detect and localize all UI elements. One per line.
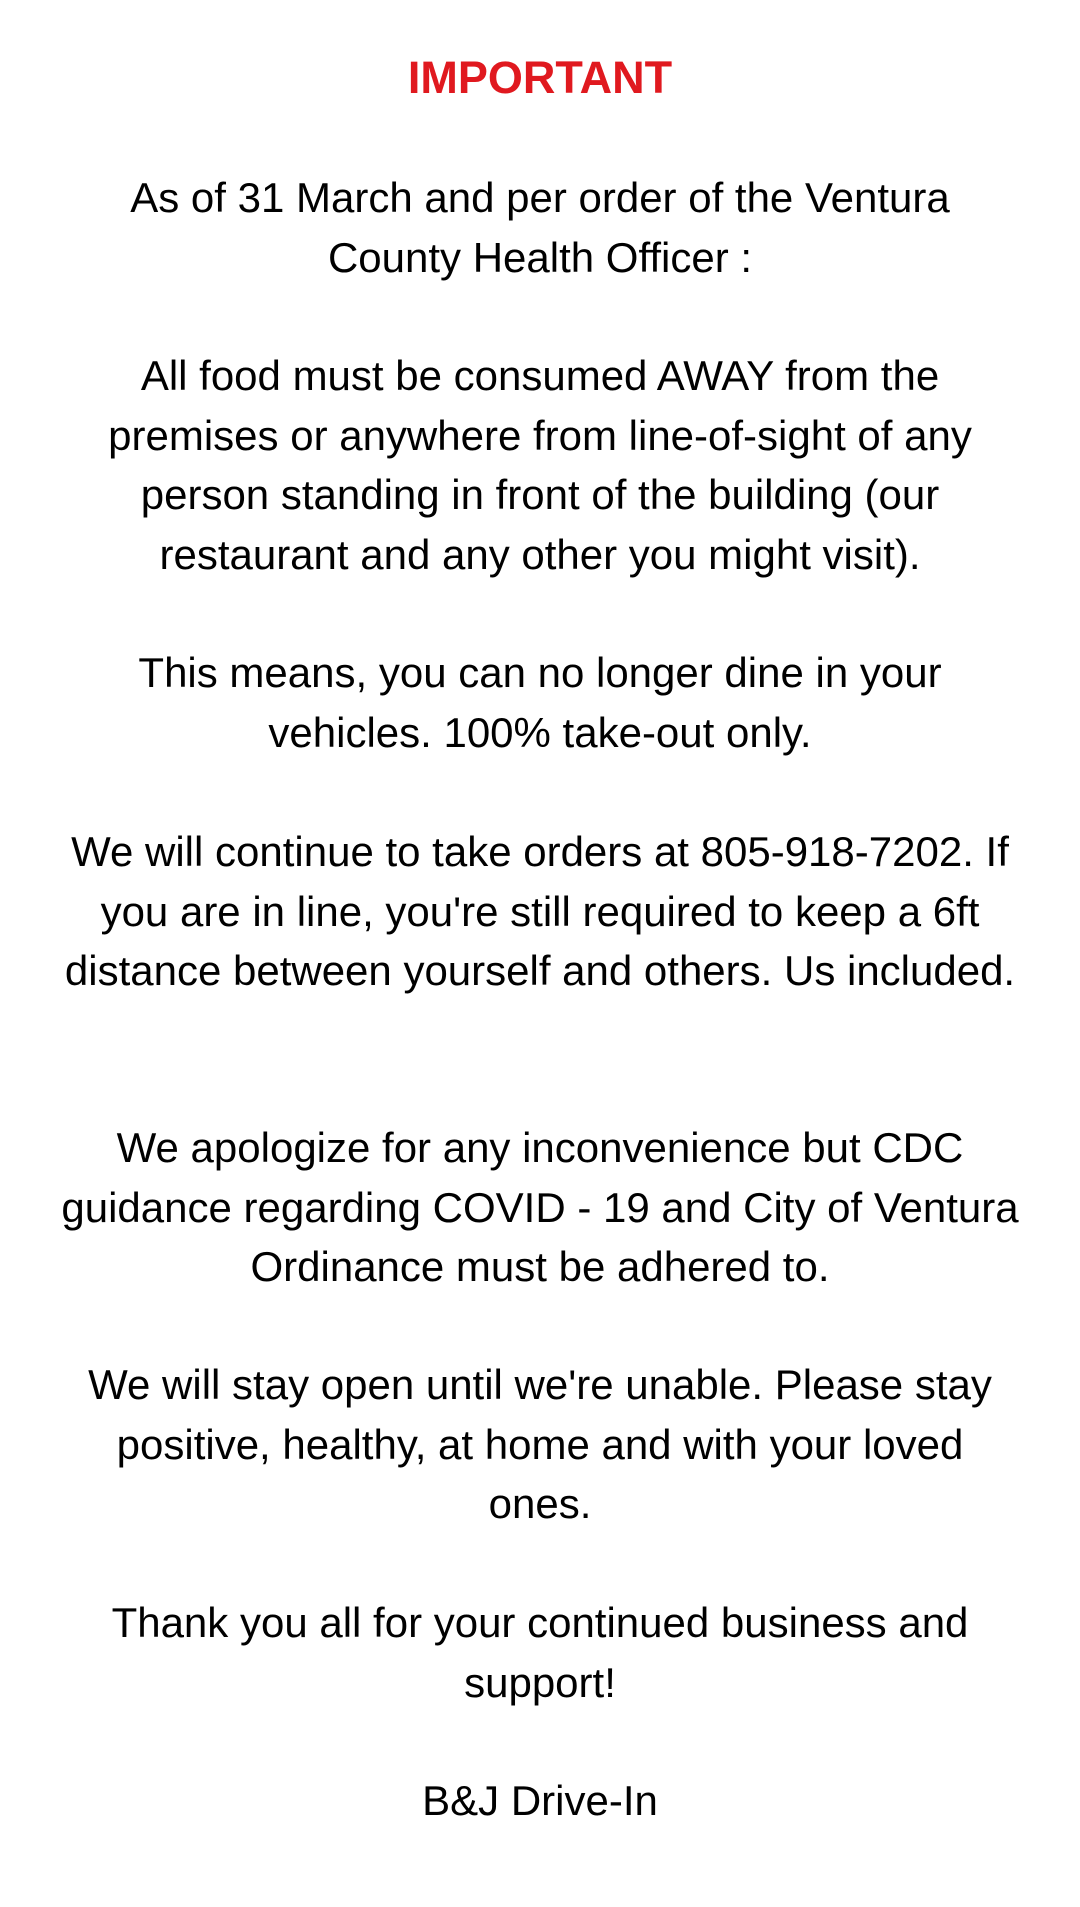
ordering-distance-notice: We will continue to take orders at 805-918-7202. If you are in line, you're still required to keep a 6ft distance between yourself and others. Us included. — [64, 828, 1016, 994]
thank-you-notice: Thank you all for your continued business and support! — [111, 1599, 969, 1706]
apology-notice: We apologize for any inconvenience but CDC guidance regarding COVID - 19 and City of Ventura Ordinance must be adhered to. — [61, 1124, 1019, 1290]
business-signature: B&J Drive-In — [422, 1777, 658, 1824]
take-out-only-notice: This means, you can no longer dine in your vehicles. 100% take-out only. — [138, 649, 942, 756]
health-order-intro: As of 31 March and per order of the Ventura County Health Officer : — [130, 174, 950, 281]
notice-title: IMPORTANT — [407, 52, 673, 103]
stay-open-notice: We will stay open until we're unable. Please stay positive, healthy, at home and with your loved ones. — [88, 1361, 992, 1527]
consumption-rule: All food must be consumed AWAY from the premises or anywhere from line-of-sight of any person standing in front of the building (our restaurant and any other you might visit). — [108, 352, 972, 578]
